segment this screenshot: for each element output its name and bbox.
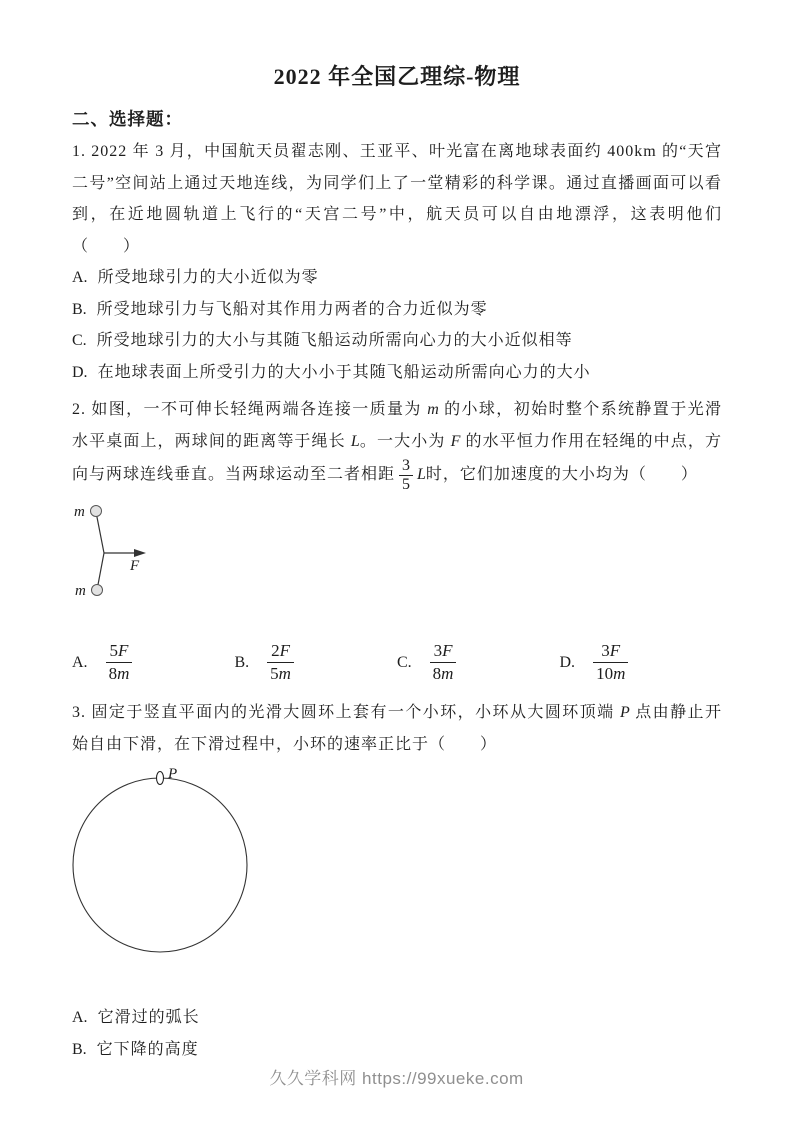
question-2-text-part: 2. 如图，一不可伸长轻绳两端各连接一质量为 [72,401,428,418]
option-label: B. [72,1040,87,1058]
question-2-text-part: 的水平恒力作用在轻绳的中点，方向与两球连线垂直。当两球运动至二者相距 [72,432,722,484]
fraction-3F-10m [593,640,628,685]
variable-F: F [450,432,461,450]
rope-line [96,512,104,590]
fraction-numerator: 3 [399,457,413,476]
question-3-text-part: 3. 固定于竖直平面内的光滑大圆环上套有一个小环，小环从大圆环顶端 [72,704,621,721]
question-1-option-b [72,294,722,326]
question-2-text-part: 的小球，初始时整个系统静置于光滑水平桌面上，两球间的距离等于绳长 [72,401,722,450]
option-text: 在地球表面上所受引力的大小小于其随飞船运动所需向心力的大小 [97,363,591,381]
fraction-denominator: 8m [432,664,454,683]
option-label: C. [397,653,412,671]
option-label: A. [72,653,88,671]
fraction-5F-8m [106,640,133,685]
variable-m: m [427,401,439,418]
question-1-text: 1. 2022 年 3 月，中国航天员翟志刚、王亚平、叶光富在离地球表面约 400km 的“天宫二号”空间站上通过天地连线，为同学们上了一堂精彩的科学课。通过直播画面可以看到，在近地圆轨道上飞行的“天宫二号”中，航天员可以自由地漂浮，这表明他们（ ） [72,143,722,255]
force-arrow-head [134,549,146,557]
option-text: 所受地球引力与飞船对其作用力两者的合力近似为零 [96,300,488,318]
footer-watermark [0,1064,793,1089]
q3-diagram-circle [72,766,287,962]
question-3-text [72,697,722,760]
footer-site-name: 久久学科网 [269,1069,357,1088]
mass-ball-top [91,506,102,517]
option-label: B. [72,300,87,318]
question-2-option-b [235,640,398,685]
point-p-label: P [168,766,178,782]
question-2-text-part: 时，它们加速度的大小均为（ ） [425,466,698,484]
fraction-3F-8m [430,640,457,685]
fraction-numerator: 5F [106,640,133,663]
fraction-numerator: 3F [593,640,628,663]
question-2-option-a [72,640,235,685]
option-text: 所受地球引力的大小与其随飞船运动所需向心力的大小近似相等 [96,332,573,349]
page-title: 2022 年全国乙理综-物理 [273,64,521,89]
question-1-option-a [72,262,722,294]
small-ring [157,772,164,785]
footer-site-url[interactable]: https://99xueke.com [362,1069,524,1088]
option-label: D. [559,653,576,671]
option-label: B. [234,653,250,671]
mass-label-bottom: m [75,583,86,599]
option-label: A. [72,269,88,286]
option-text: 它下降的高度 [96,1040,199,1058]
question-2-option-c [397,640,560,685]
mass-ball-bottom [92,585,103,596]
question-2-option-d [560,640,723,685]
large-ring [73,778,247,952]
question-3-option-a [72,1002,722,1034]
question-2-text [72,394,722,494]
variable-L: L [417,466,426,484]
mass-label-top: m [74,504,85,520]
question-1-option-c [72,325,722,357]
question-1-option-d [72,357,722,389]
fraction-numerator: 3F [430,640,457,663]
force-label: F [130,558,140,574]
question-2-options [72,640,722,685]
option-label: C. [72,332,87,349]
question-1-options [72,262,722,388]
question-3-option-b [72,1034,722,1066]
variable-L: L [350,432,360,450]
fraction-three-fifths [399,457,413,494]
variable-P: P [620,704,630,721]
option-label: A. [72,1009,88,1026]
fraction-denominator: 8m [108,664,130,683]
fraction-denominator: 5m [270,664,291,683]
option-label: D. [72,363,88,381]
fraction-numerator: 2F [267,640,294,663]
fraction-denominator: 10m [596,664,626,683]
question-3-options [72,1002,722,1065]
option-text: 所受地球引力的大小近似为零 [97,269,319,286]
q2-diagram-rope-balls [72,500,222,612]
fraction-2F-5m [267,640,294,685]
fraction-denominator: 5 [402,476,411,493]
question-2-text-part: 。一大小为 [359,432,451,450]
question-3-text-part: 点由静止开始自由下滑，在下滑过程中，小环的速率正比于（ ） [72,704,722,753]
option-text: 它滑过的弧长 [97,1009,200,1026]
section-header-multiple-choice: 二、选择题： [72,109,183,129]
